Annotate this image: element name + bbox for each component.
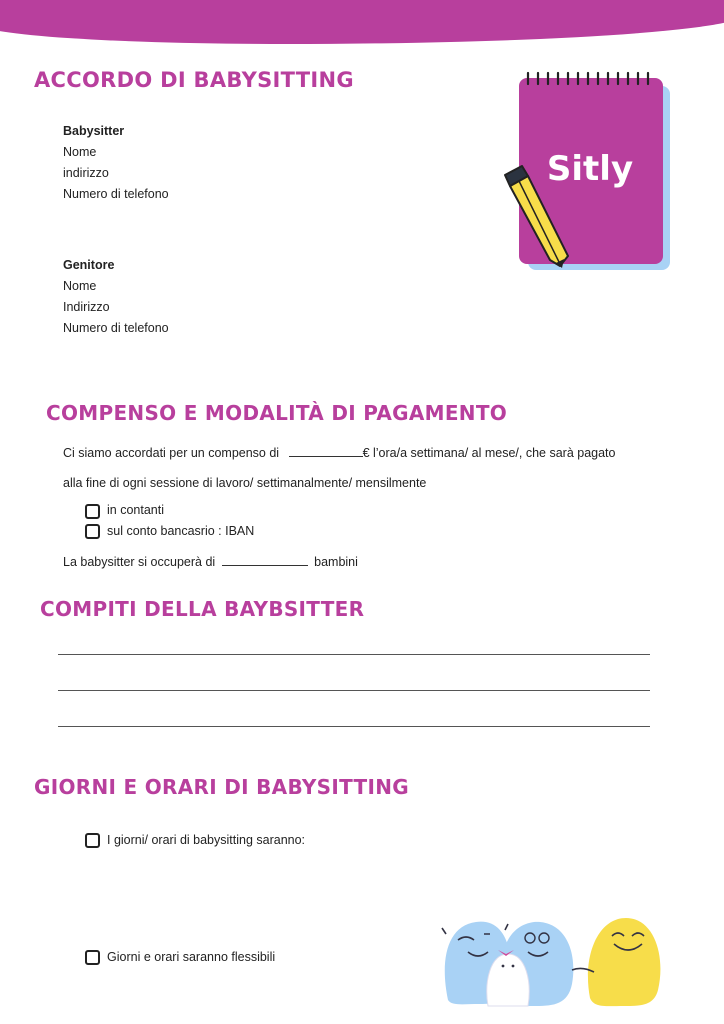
parent-phone: Numero di telefono [63, 321, 169, 335]
children-count-blank[interactable] [222, 565, 308, 566]
parent-address: Indirizzo [63, 300, 110, 314]
payment-line-2: alla fine di ogni sessione di lavoro/ settimanalmente/ mensilmente [63, 476, 427, 490]
bank-checkbox[interactable] [85, 524, 100, 539]
payment-line-1 [63, 446, 615, 460]
flexible-schedule-checkbox[interactable] [85, 950, 100, 965]
flexible-schedule-label: Giorni e orari saranno flessibili [107, 950, 276, 964]
payment-line-1-start: Ci siamo accordati per un compenso di [63, 446, 280, 460]
payment-heading: COMPENSO E MODALITÀ DI PAGAMENTO [46, 401, 508, 425]
schedule-heading: GIORNI E ORARI DI BABYSITTING [34, 775, 409, 799]
payment-line-1-end: € l’ora/a settimana/ al mese/, che sarà pagato [362, 446, 616, 460]
mascots-illustration [440, 912, 666, 1012]
logo-text: Sitly [546, 149, 634, 189]
children-line-end: bambini [314, 555, 358, 569]
fixed-schedule-checkbox[interactable] [85, 833, 100, 848]
children-line-start: La babysitter si occuperà di [63, 555, 216, 569]
parent-label: Genitore [63, 258, 115, 272]
compensation-blank[interactable] [289, 456, 363, 457]
page-title: ACCORDO DI BABYSITTING [34, 68, 354, 92]
duties-heading: COMPITI DELLA BAYBSITTER [40, 597, 365, 621]
parent-name: Nome [63, 279, 97, 293]
notebook-icon [500, 70, 675, 275]
duties-line-3[interactable] [58, 726, 650, 727]
cash-option-label: in contanti [107, 503, 164, 517]
fixed-schedule-label: I giorni/ orari di babysitting saranno: [107, 833, 306, 847]
babysitter-address: indirizzo [63, 166, 109, 180]
bank-option-label: sul conto bancasrio : IBAN [107, 524, 255, 538]
duties-line-2[interactable] [58, 690, 650, 691]
babysitter-label: Babysitter [63, 124, 125, 138]
children-line [63, 555, 358, 569]
cash-checkbox[interactable] [85, 504, 100, 519]
header-band [0, 0, 724, 44]
babysitter-phone: Numero di telefono [63, 187, 169, 201]
duties-line-1[interactable] [58, 654, 650, 655]
babysitter-name: Nome [63, 145, 97, 159]
